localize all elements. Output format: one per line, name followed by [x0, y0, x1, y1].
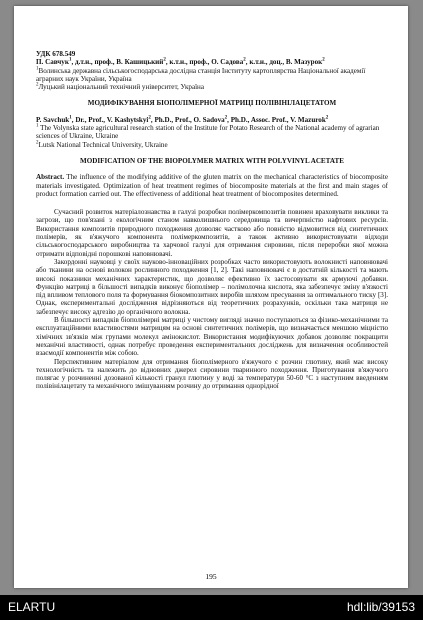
- repository-footer-bar: [0, 595, 423, 620]
- abstract-text: The influence of the modifying additive of the gluten matrix on the mechanical characteristics of biocomposite materials investigated. Optimization of heat treatment regimes of biocomposite materials at the first and main stages of product formation carried out. The effectiveness of additional heat treatment of biocomposites determined.: [36, 173, 388, 198]
- body-paragraph-1: Сучасний розвиток матеріалознавства в галузі розробки полімеркомпозитів повинен враховувати виклики та загрози, що пов'язані з екологічним станом навколишнього середовища та вичерпністю нафтових ресурсів. Використання композитів природного походження дозволяє частково або повністю відмовитися від синтетичних полімерів, як в'яжучого компонента полімеркомпозитів, а також активно використовувати відходи сільськогосподарського виробництва та харчової галузі для отримання сировини, після переробки якої можна отримати відповідні порошкові наповнювачі.: [36, 208, 388, 258]
- udk-code: УДК 678.549: [36, 50, 76, 58]
- abstract-label: Abstract.: [36, 173, 65, 182]
- page-number: 195: [205, 572, 217, 581]
- body-paragraph-4: Перспективним матеріалом для отримання біополімерного в'яжучого є розчин глютину, який має високу технологічність та належить до відновних джерел сировини тваринного походження. Приготування в'яжучого полягає у розчиненні дозованої кількості гранул глютину у воді за температури 50-60 °С з наступним введенням полівінілацетату та механічного змішуванням розчину до отримання однорідної: [36, 357, 388, 391]
- affiliation-ua-2: $^2$Луцький національний технічний університет, Україна: [36, 82, 205, 92]
- document-page: [14, 6, 408, 588]
- authors-english: P. Savchuk$^1$, Dr., Prof., V. Kashytskyi$^2$, Ph.D., Prof., O. Sadova$^2$, Ph.D., Assoc. Prof., V. Mazurok$^2$: [36, 115, 329, 124]
- abstract: [36, 173, 388, 198]
- repository-name: ELARTU: [8, 600, 56, 614]
- body-paragraph-2: Закордонні науковці у своїх науково-інноваційних розробках часто використовують волокнисті наповнювачі або тканини на основі волокон рослинного походження [1, 2]. Такі наповнювачі є в достатній кількості та мають високі показники механічних характеристик, що дозволяє ефективно їх застосовувати як армуючі добавки. Функцію матриці в більшості випадків виконує біополімер – полімолочна кислота, яка забезпечує зміну в'язкості під впливом теплового поля та формування біокомпозитних виробів шляхом пресування за оптимального тиску [3]. Однак, експериментальні дослідження відрізняються від теоретичних розрахунків, оскільки така матриця не забезпечує високу адгезію до органічного волокна.: [36, 257, 388, 316]
- title-ukrainian: МОДИФІКУВАННЯ БІОПОЛІМЕРНОЇ МАТРИЦІ ПОЛІВІНІЛАЦЕТАТОМ: [87, 99, 337, 108]
- handle-identifier: hdl:lib/39153: [346, 600, 415, 614]
- affiliation-en-2: $^2$Lutsk National Technical University, Ukraine: [36, 140, 168, 149]
- body-paragraph-3: В більшості випадків біополімерні матриці у чистому вигляді значно поступаються за фізико-механічними та експлуатаційними властивостями матрицям на основі синтетичних полімерів, що визначається меншою міцністю хімічних зв'язків між групами молекул амінокислот. Використання модифікуючих добавок дозволяє покращити механічні властивості, однак потребує проведення експериментальних досліджень для визначення особливостей взаємодії компонентів між собою.: [36, 316, 388, 358]
- title-english: MODIFICATION OF THE BIOPOLYMER MATRIX WITH POLYVINYL ACETATE: [80, 156, 344, 165]
- affiliation-ua-1: $^1$Волинська державна сільськогосподарська дослідна станція Інституту картоплярства Національної академії аграрних наук України, Україна: [36, 66, 366, 83]
- authors-ukrainian: П. Савчук$^1$, д.т.н., проф., В. Кашицький$^2$, к.т.н., проф., О. Садова$^2$, к.т.н., доц., В. Мазурок$^2$: [36, 57, 325, 67]
- page-content: [36, 50, 388, 391]
- affiliation-en-1: $^1$ The Volynska state agricultural research station of the Institute for Potato Research of the National academy of agrarian sciences of Ukraine, Ukraine: [36, 123, 380, 141]
